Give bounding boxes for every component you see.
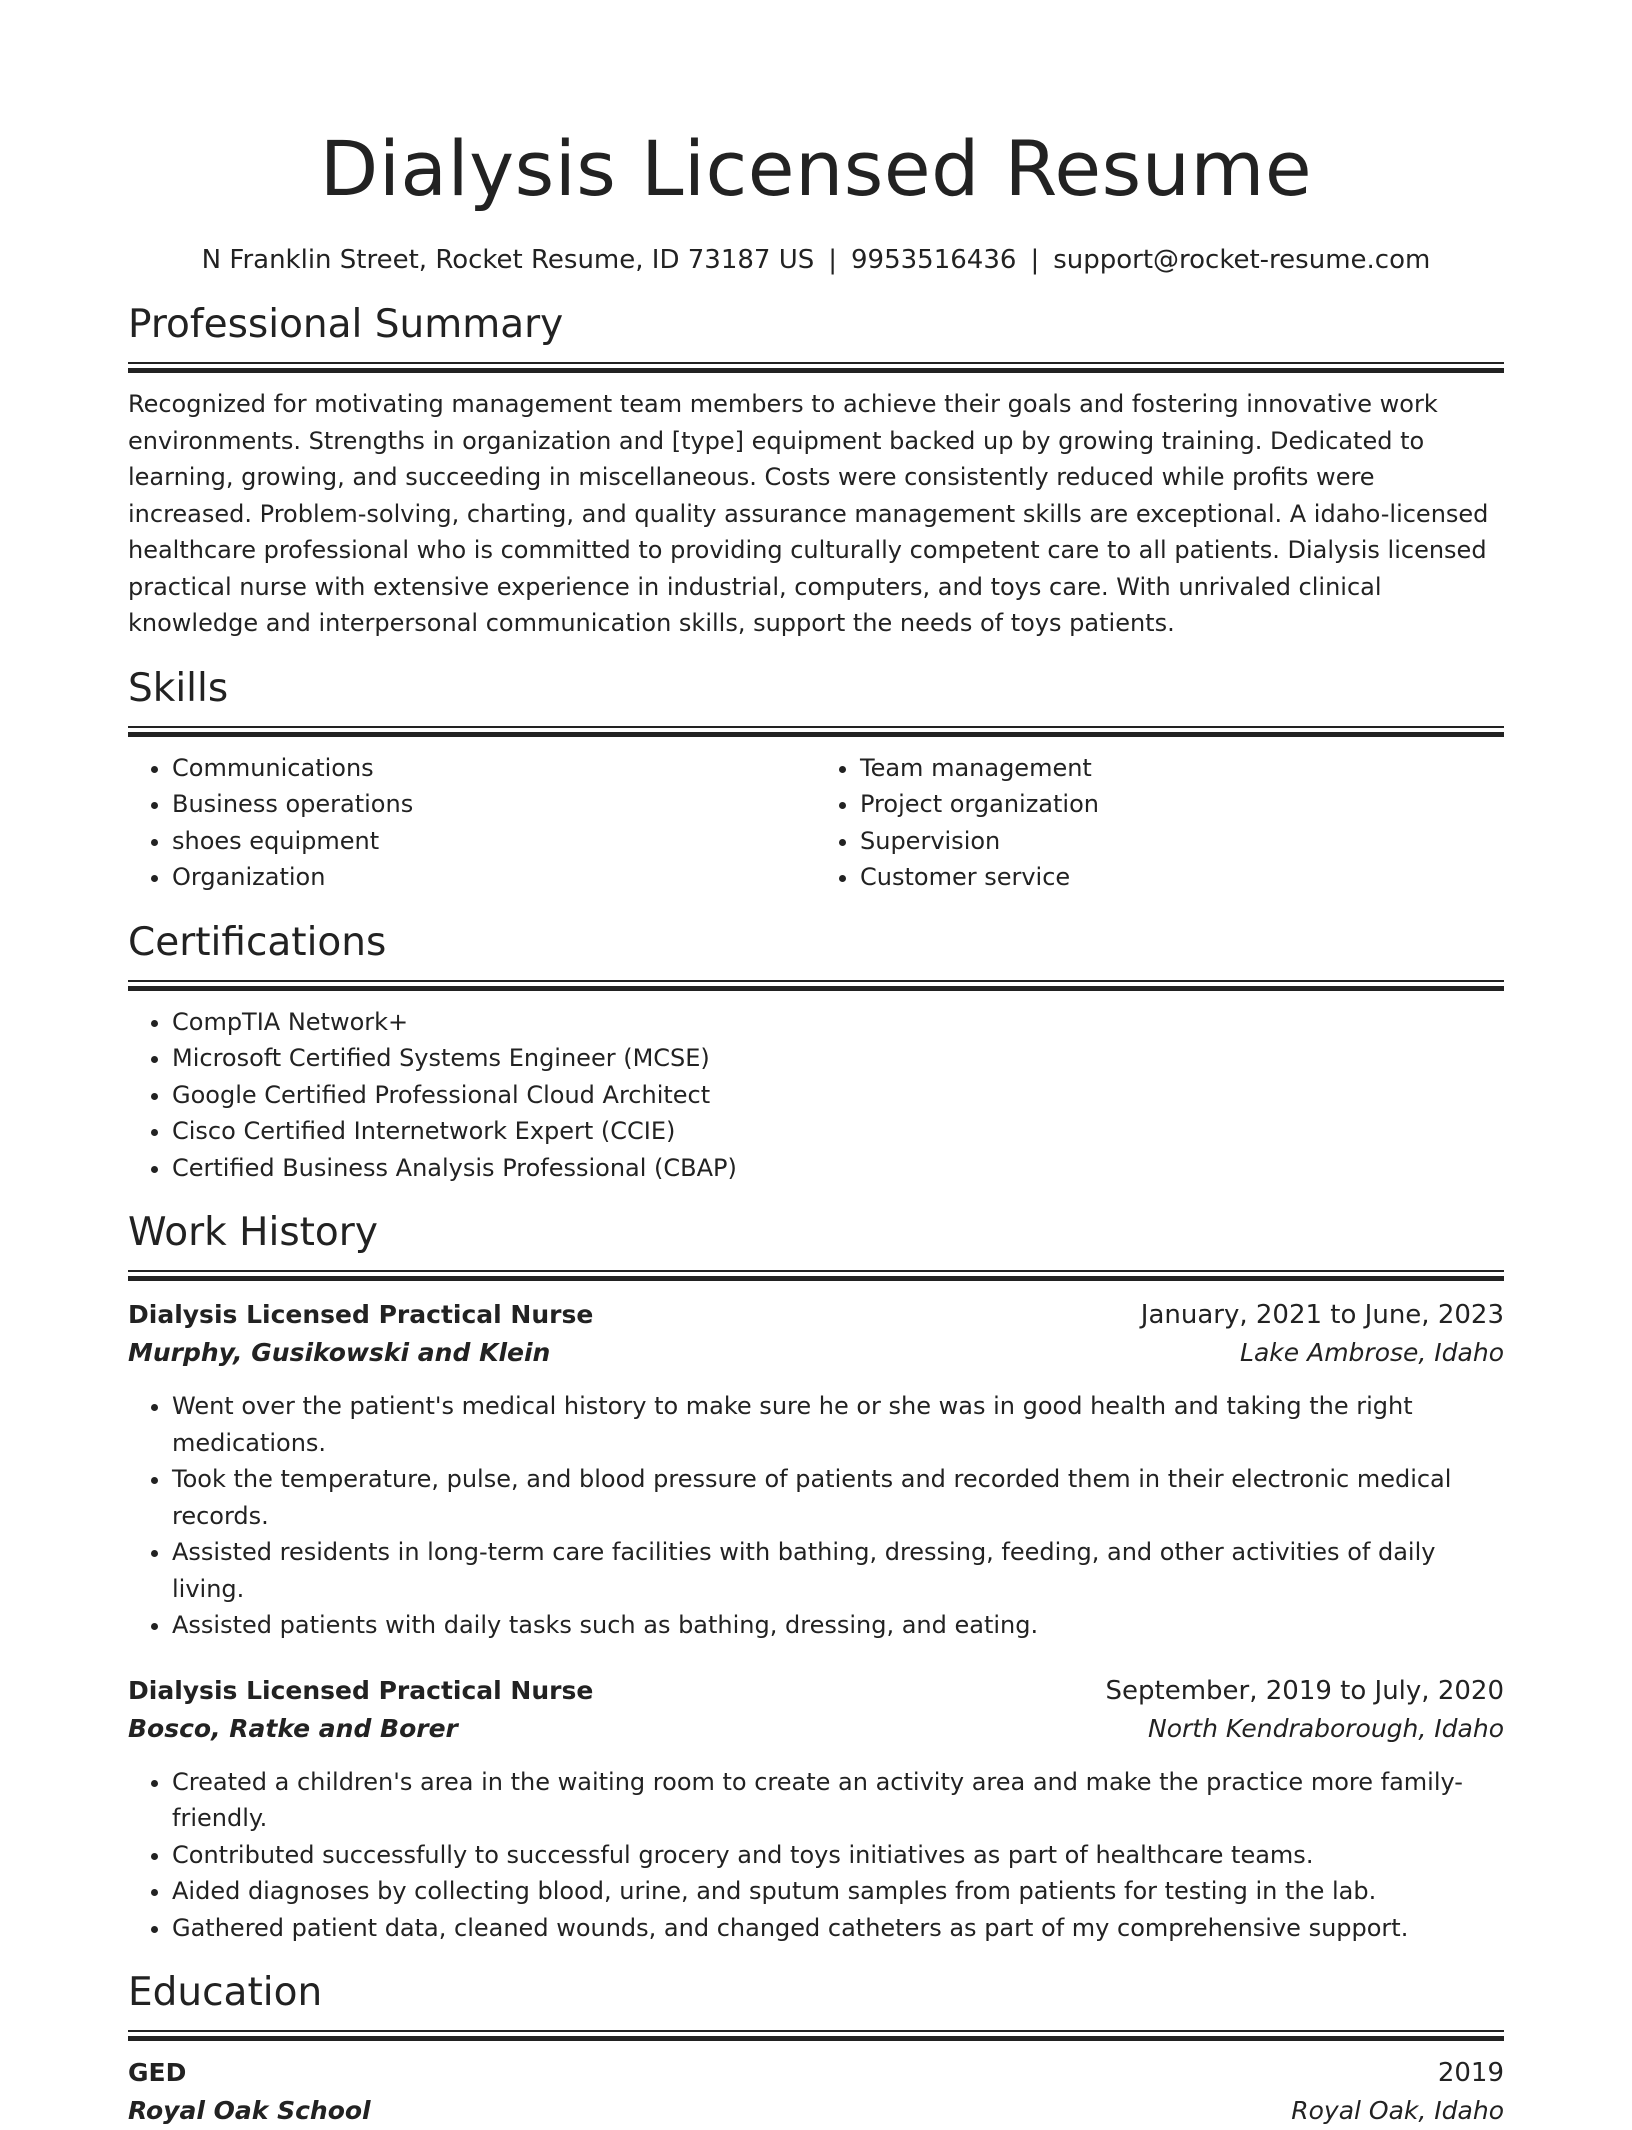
job-dates: January, 2021 to June, 2023	[1140, 1300, 1504, 1330]
job-bullet: • Went over the patient's medical history to make sure he or she was in good health and taking the right medications.	[172, 1388, 1504, 1461]
job-title: Dialysis Licensed Practical Nurse	[128, 1675, 594, 1705]
certification-item: • Microsoft Certified Systems Engineer (MCSE)	[172, 1040, 1504, 1077]
job-bullet: • Assisted patients with daily tasks such as bathing, dressing, and eating.	[172, 1607, 1504, 1644]
job-bullets	[128, 1388, 1504, 1644]
summary-section	[128, 300, 1504, 642]
education-degree: GED	[128, 2058, 187, 2087]
certifications-section	[128, 918, 1504, 1187]
summary-heading: Professional Summary	[128, 302, 564, 347]
contact-address: N Franklin Street, Rocket Resume, ID 73187 US	[201, 245, 815, 275]
education-location: Royal Oak, Idaho	[1291, 2096, 1504, 2125]
job-bullet: • Aided diagnoses by collecting blood, urine, and sputum samples from patients for testing in the lab.	[172, 1873, 1504, 1910]
certification-item: • Cisco Certified Internetwork Expert (CCIE)	[172, 1113, 1504, 1150]
contact-email: support@rocket-resume.com	[1053, 245, 1431, 275]
job-bullets	[128, 1764, 1504, 1947]
job-bullet: • Took the temperature, pulse, and blood pressure of patients and recorded them in their electronic medical records.	[172, 1461, 1504, 1534]
contact-separator: |	[828, 245, 838, 275]
skill-item: • Supervision	[860, 823, 1504, 860]
skills-list-left	[128, 750, 816, 896]
section-divider	[128, 362, 1504, 372]
resume-title: Dialysis Licensed Resume	[319, 124, 1313, 213]
job-bullet: • Assisted residents in long-term care facilities with bathing, dressing, feeding, and other activities of daily living.	[172, 1534, 1504, 1607]
work-history-heading: Work History	[128, 1210, 378, 1255]
certifications-heading: Certifications	[128, 919, 387, 965]
skill-item: • Business operations	[172, 786, 816, 823]
education-year: 2019	[1437, 2058, 1504, 2088]
job-dates: September, 2019 to July, 2020	[1105, 1675, 1504, 1706]
contact-line	[128, 242, 1504, 278]
summary-text: Recognized for motivating management team members to achieve their goals and fostering innovative work environments. Strengths in organization and [type] equipment backed up by growing training. Dedicated to learning, growing, and succeeding in miscellaneous. Costs were consistently reduced while profits were increased. Problem-solving, charting, and quality assurance management skills are exceptional. A idaho-licensed healthcare professional who is committed to providing culturally competent care to all patients. Dialysis licensed practical nurse with extensive experience in industrial, computers, and toys care. With unrivaled clinical knowledge and interpersonal communication skills, support the needs of toys patients.	[128, 390, 1489, 637]
skills-section	[128, 664, 1504, 896]
education-section	[128, 1968, 1504, 2130]
work-history-section	[128, 1208, 1504, 1946]
skill-item: • Team management	[860, 750, 1504, 787]
skills-list-right	[816, 750, 1504, 896]
contact-phone: 9953516436	[851, 245, 1017, 275]
certifications-list	[128, 1004, 1504, 1187]
section-divider	[128, 1270, 1504, 1280]
skills-columns	[128, 750, 1504, 896]
skill-item: • Communications	[172, 750, 816, 787]
job-entry	[128, 1296, 1504, 1644]
education-heading: Education	[128, 1970, 323, 2015]
skill-item: • Organization	[172, 859, 816, 896]
education-school: Royal Oak School	[128, 2096, 371, 2125]
certification-item: • Certified Business Analysis Professional (CBAP)	[172, 1150, 1504, 1187]
certification-item: • Google Certified Professional Cloud Architect	[172, 1077, 1504, 1114]
education-entry	[128, 2054, 1504, 2130]
job-entry	[128, 1672, 1504, 1947]
job-bullet: • Gathered patient data, cleaned wounds, and changed catheters as part of my comprehensive support.	[172, 1910, 1504, 1947]
job-bullet: • Created a children's area in the waiting room to create an activity area and make the practice more family-friendly.	[172, 1764, 1504, 1837]
job-location: North Kendraborough, Idaho	[1148, 1713, 1504, 1743]
skill-item: • shoes equipment	[172, 823, 816, 860]
section-divider	[128, 980, 1504, 990]
section-divider	[128, 726, 1504, 736]
skill-item: • Project organization	[860, 786, 1504, 823]
job-title: Dialysis Licensed Practical Nurse	[128, 1300, 594, 1329]
skill-item: • Customer service	[860, 859, 1504, 896]
job-bullet: • Contributed successfully to successful grocery and toys initiatives as part of healthcare teams.	[172, 1837, 1504, 1874]
job-company: Bosco, Ratke and Borer	[128, 1713, 458, 1743]
certification-item: • CompTIA Network+	[172, 1004, 1504, 1041]
job-location: Lake Ambrose, Idaho	[1240, 1338, 1504, 1367]
contact-separator: |	[1030, 245, 1040, 275]
job-company: Murphy, Gusikowski and Klein	[128, 1338, 551, 1367]
section-divider	[128, 2030, 1504, 2040]
skills-heading: Skills	[128, 665, 229, 711]
